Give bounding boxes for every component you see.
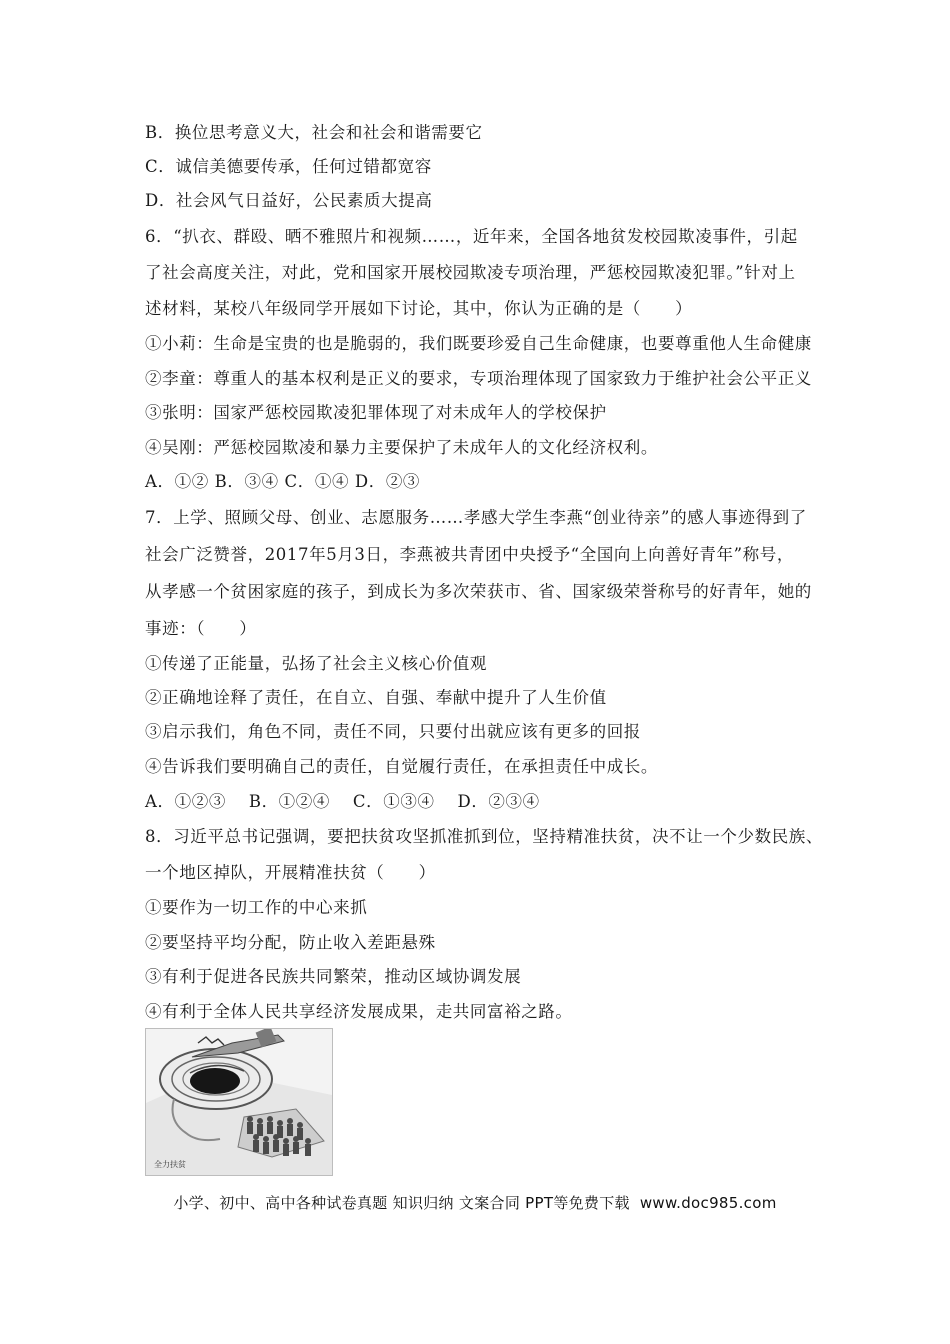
question-7-line-3: 从孝感一个贫困家庭的孩子，到成长为多次荣获市、省、国家级荣誉称号的好青年，她的 (145, 582, 812, 601)
question-6-line-3: 述材料，某校八年级同学开展如下讨论，其中，你认为正确的是（ ） (145, 299, 693, 318)
footer-url[interactable]: www.doc985.com (639, 1194, 777, 1212)
question-7-statement-1: ①传递了正能量，弘扬了社会主义核心价值观 (145, 654, 487, 673)
question-7-line-1: 7．上学、照顾父母、创业、志愿服务……孝感大学生李燕“创业待亲”的感人事迹得到了 (145, 508, 807, 527)
option-5d: D．社会风气日益好，公民素质大提高 (145, 191, 433, 210)
option-5c: C．诚信美德要传承，任何过错都宽容 (145, 157, 432, 176)
question-6-statement-1: ①小莉：生命是宝贵的也是脆弱的，我们既要珍爱自己生命健康，也要尊重他人生命健康 (145, 334, 812, 353)
question-8-line-2: 一个地区掉队，开展精准扶贫（ ） (145, 863, 436, 882)
cartoon-caption: 全力扶贫 (154, 1160, 186, 1169)
question-8-statement-4: ④有利于全体人民共享经济发展成果，走共同富裕之路。 (145, 1002, 573, 1021)
question-6-statement-2: ②李童：尊重人的基本权利是正义的要求，专项治理体现了国家致力于维护社会公平正义 (145, 369, 812, 388)
question-6-line-1: 6．“扒衣、群殴、晒不雅照片和视频……，近年来，全国各地贫发校园欺凌事件，引起 (145, 227, 798, 246)
question-7-statement-4: ④告诉我们要明确自己的责任，自觉履行责任，在承担责任中成长。 (145, 757, 658, 776)
question-7-statement-3: ③启示我们，角色不同，责任不同，只要付出就应该有更多的回报 (145, 722, 641, 741)
option-5b: B．换位思考意义大，社会和社会和谐需要它 (145, 123, 483, 142)
question-6-statement-4: ④吴刚：严惩校园欺凌和暴力主要保护了未成年人的文化经济权利。 (145, 438, 658, 457)
question-8-statement-3: ③有利于促进各民族共同繁荣，推动区域协调发展 (145, 967, 522, 986)
cartoon-drawing (146, 1029, 332, 1175)
question-7-line-2: 社会广泛赞誉，2017年5月3日，李燕被共青团中央授予“全国向上向善好青年”称号， (145, 545, 794, 564)
question-7-line-4: 事迹：（ ） (145, 619, 257, 638)
question-6-line-2: 了社会高度关注，对此，党和国家开展校园欺凌专项治理，严惩校园欺凌犯罪。”针对上 (145, 263, 796, 282)
question-6-statement-3: ③张明：国家严惩校园欺凌犯罪体现了对未成年人的学校保护 (145, 403, 607, 422)
question-7-statement-2: ②正确地诠释了责任，在自立、自强、奉献中提升了人生价值 (145, 688, 607, 707)
question-6-options: A．①② B．③④ C．①④ D．②③ (145, 472, 421, 491)
question-8-statement-2: ②要坚持平均分配，防止收入差距悬殊 (145, 933, 436, 952)
question-7-options: A．①②③ B．①②④ C．①③④ D．②③④ (145, 792, 540, 811)
footer-text: 小学、初中、高中各种试卷真题 知识归纳 文案合同 PPT等免费下载 (173, 1194, 630, 1212)
poverty-alleviation-cartoon (145, 1028, 333, 1176)
question-8-line-1: 8．习近平总书记强调，要把扶贫攻坚抓准抓到位，坚持精准扶贫，决不让一个少数民族、 (145, 827, 823, 846)
page-footer (0, 1192, 950, 1213)
question-8-statement-1: ①要作为一切工作的中心来抓 (145, 898, 368, 917)
